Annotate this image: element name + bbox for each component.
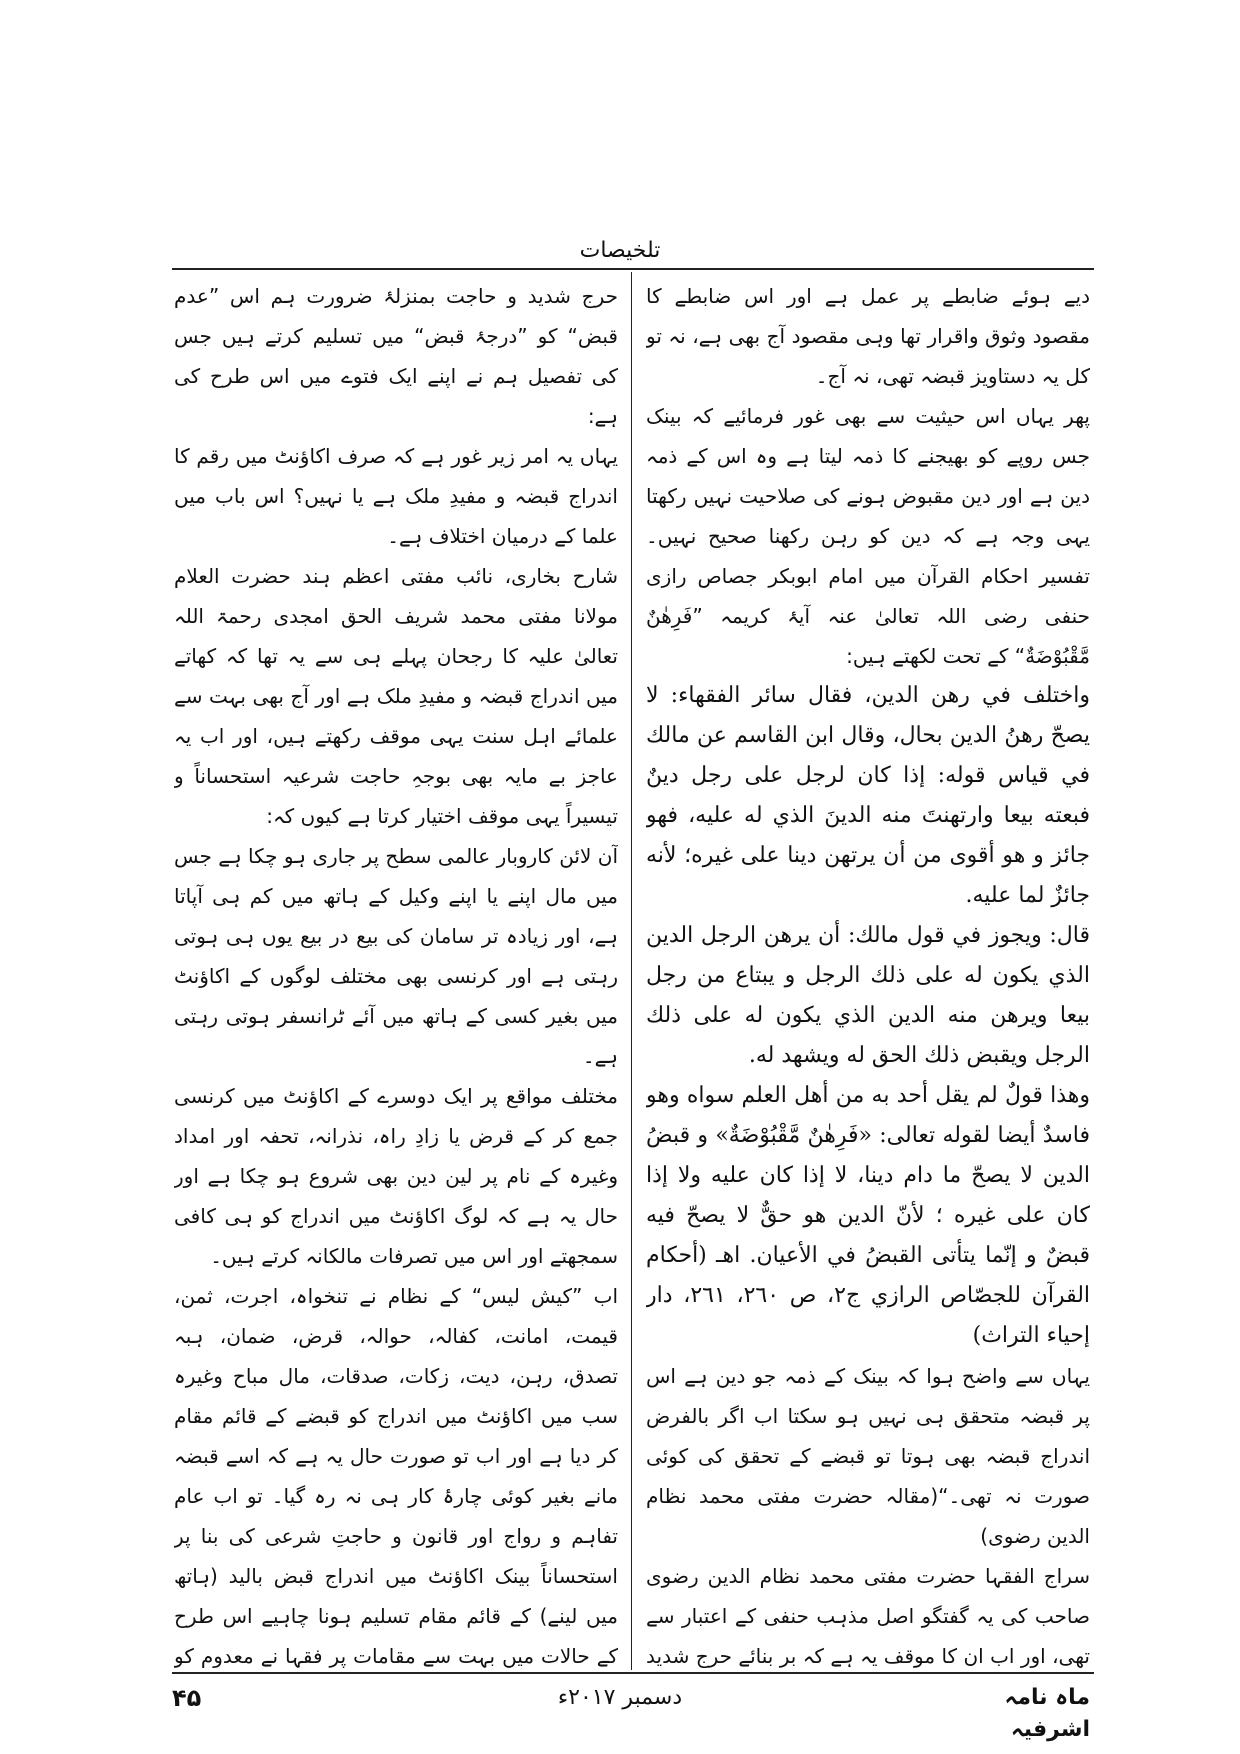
paragraph: سراج الفقہا حضرت مفتی محمد نظام الدین رضوی صاحب کی یہ گفتگو اصل مذہب حنفی کے اعتبار سے تھی، اور اب ان کا موقف یہ ہے کہ بر بنائے حرج شدید — [646, 1564, 1090, 1668]
paragraph: دیے ہوئے ضابطے پر عمل ہے اور اس ضابطے کا مقصود وثوق واقرار تھا وہی مقصود آج بھی ہے، نہ تو کل یہ دستاویز قبضہ تھی، نہ آج۔ — [646, 284, 1090, 388]
column-divider — [631, 272, 632, 1670]
paragraph: حرج شدید و حاجت بمنزلۂ ضرورت ہم اس ”عدم قبض“ کو ”درجۂ قبض“ میں تسلیم کرتے ہیں جس کی تفصیل ہم نے اپنے ایک فتوے میں اس طرح کی ہے: — [174, 284, 618, 428]
paragraph: شارح بخاری، نائب مفتی اعظم ہند حضرت العلام مولانا مفتی محمد شریف الحق امجدی رحمۃ اللہ تعالیٰ علیہ کا رجحان پہلے ہی سے یہ تھا کہ کھاتے میں اندراج قبضہ و مفیدِ ملک ہے اور آج بھی بہت سے علمائے اہل سنت یہی موقف رکھتے ہیں، اور اب یہ عاجز بے مایہ بھی بوجہِ حاجت شرعیہ استحساناً و تیسیراً یہی موقف اختیار کرتا ہے کیوں کہ: — [174, 564, 618, 828]
paragraph: اب ”کیش لیس“ کے نظام نے تنخواہ، اجرت، ثمن، قیمت، امانت، کفالہ، حوالہ، قرض، ضمان، ہبہ تصدق، رہن، دیت، زکات، صدقات، مال مباح وغیرہ سب میں اکاؤنٹ میں اندراج کو قبضے کے قائم مقام کر دیا ہے اور اب تو صورت حال یہ ہے کہ اسے قبضہ مانے بغیر کوئی چارۂ کار ہی نہ رہ گیا۔ تو اب عام تفاہم و رواج اور قانون و حاجتِ شرعی کی بنا پر استحساناً بینک اکاؤنٹ میں اندراج قبض بالید (ہاتھ میں لینے) کے قائم مقام تسلیم ہونا چاہیے اس طرح کے حالات میں بہت سے مقامات پر فقہا نے معدوم کو — [174, 1284, 618, 1668]
issue-date: دسمبر ۲۰۱۷ء — [557, 1685, 683, 1710]
header-rule — [172, 268, 1094, 270]
paragraph: آن لائن کاروبار عالمی سطح پر جاری ہو چکا ہے جس میں مال اپنے یا اپنے وکیل کے ہاتھ میں کم ہی آپاتا ہے، اور زیادہ تر سامان کی بیع در بیع یوں ہی ہوتی رہتی ہے اور کرنسی بھی مختلف لوگوں کے اکاؤنٹ میں بغیر کسی کے ہاتھ میں آئے ٹرانسفر ہوتی رہتی ہے۔ — [174, 844, 618, 1068]
paragraph: یہاں سے واضح ہوا کہ بینک کے ذمہ جو دین ہے اس پر قبضہ متحقق ہی نہیں ہو سکتا اب اگر بالفرض اندراج قبضہ بھی ہوتا تو قبضے کے تحقق کی کوئی صورت نہ تھی۔“(مقالہ حضرت مفتی محمد نظام الدین رضوی) — [646, 1364, 1090, 1548]
arabic-quote: واختلف في رهن الدين، فقال سائر الفقهاء: لا يصحّ رهنُ الدين بحال، وقال ابن القاسم عن مالك في قياس قوله: إذا كان لرجل على رجل دينٌ فبعته بيعا وارتهنتَ منه الدينَ الذي له عليه، فهو جائز و هو أقوى من أن يرتهن دينا على غيره؛ لأنه جائزٌ لما عليه. — [646, 683, 1090, 908]
paragraph: پھر یہاں اس حیثیت سے بھی غور فرمائیے کہ بینک جس روپے کو بھیجنے کا ذمہ لیتا ہے وہ اس کے ذمہ دین ہے اور دین مقبوض ہونے کی صلاحیت نہیں رکھتا یہی وجہ ہے کہ دین کو رہن رکھنا صحیح نہیں۔ تفسیر احکام القرآن میں امام ابوبکر جصاص رازی حنفی رضی اللہ تعالیٰ عنہ آیۂ کریمہ ”فَرِهٰنٌ مَّقْبُوْضَةٌ“ کے تحت لکھتے ہیں: — [646, 404, 1090, 668]
magazine-name: ماہ نامہ اشرفیہ — [1004, 1685, 1090, 1742]
arabic-quote: وهذا قولٌ لم يقل أحد به من أهل العلم سواه وهو فاسدٌ أيضا لقوله تعالى: «فَرِهٰنٌ مَّقْبُوْضَةٌ» و قبضُ الدين لا يصحّ ما دام دينا، لا إذا كان عليه ولا إذا كان على غيره ؛ لأنّ الدين هو حقٌّ لا يصحّ فيه قبضٌ و إنّما يتأتى القبضُ في الأعيان. اهـ (أحكام القرآن للجصّاص الرازي ج٢، ص ٢٦٠، ٢٦١، دار إحياء التراث) — [646, 1083, 1090, 1348]
arabic-quote: قال: ويجوز في قول مالك: أن يرهن الرجل الدين الذي يكون له على ذلك الرجل و يبتاع من رجل بيعا ويرهن منه الدين الذي يكون له على ذلك الرجل ويقبض ذلك الحق له ويشهد له. — [646, 923, 1090, 1068]
paragraph: مختلف مواقع پر ایک دوسرے کے اکاؤنٹ میں کرنسی جمع کر کے قرض یا زادِ راہ، نذرانہ، تحفہ اور امداد وغیرہ کے نام پر لین دین بھی شروع ہو چکا ہے اور حال یہ ہے کہ لوگ اکاؤنٹ میں اندراج کو ہی کافی سمجھتے اور اس میں تصرفات مالکانہ کرتے ہیں۔ — [174, 1084, 618, 1268]
right-column — [646, 276, 1090, 1668]
running-header: تلخیصات — [579, 238, 661, 263]
page-number: ۴۵ — [172, 1684, 202, 1712]
paragraph: یہاں یہ امر زیر غور ہے کہ صرف اکاؤنٹ میں رقم کا اندراج قبضہ و مفیدِ ملک ہے یا نہیں؟ اس باب میں علما کے درمیان اختلاف ہے۔ — [174, 444, 618, 548]
footer-rule — [172, 1672, 1094, 1674]
left-column — [174, 276, 618, 1668]
